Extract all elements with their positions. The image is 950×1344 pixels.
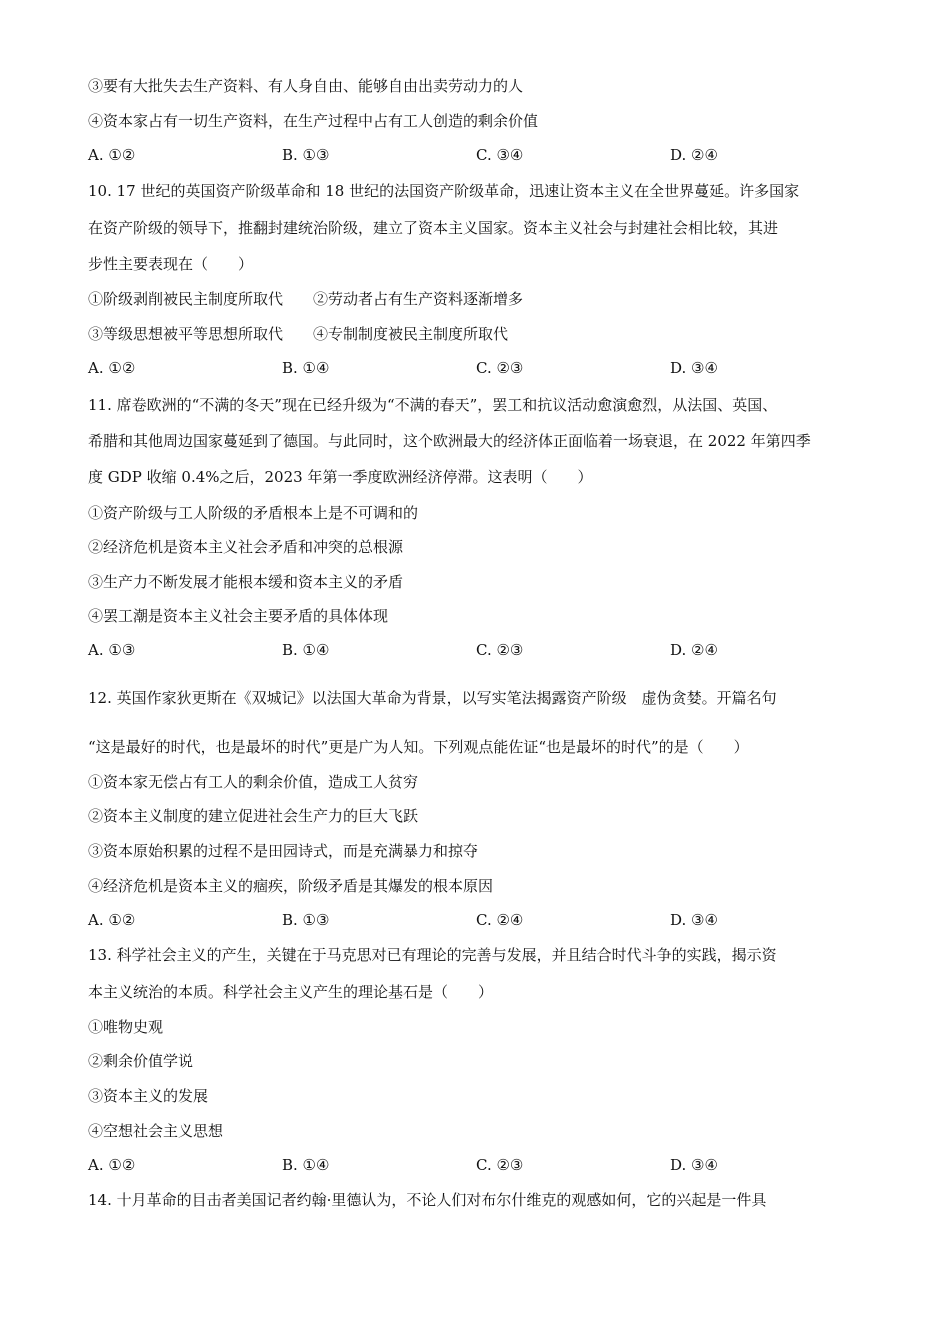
q9-option-a[interactable]: A. ①② [88,146,136,164]
q13-statement-1: ①唯物史观 [88,1018,164,1036]
q11-statement-1: ①资产阶级与工人阶级的矛盾根本上是不可调和的 [88,504,419,522]
q10-option-b[interactable]: B. ①④ [282,359,330,377]
q12-statement-3: ③资本原始积累的过程不是田园诗式，而是充满暴力和掠夺 [88,842,479,860]
q13-option-c[interactable]: C. ②③ [476,1156,524,1174]
q13-stem-line: 13. 科学社会主义的产生，关键在于马克思对已有理论的完善与发展，并且结合时代斗争的实践，揭示资 [88,946,777,964]
q12-option-a[interactable]: A. ①② [88,911,136,929]
q12-option-d[interactable]: D. ③④ [670,911,718,929]
q11-option-d[interactable]: D. ②④ [670,641,718,659]
q11-statement-2: ②经济危机是资本主义社会矛盾和冲突的总根源 [88,538,404,556]
q12-statement-4: ④经济危机是资本主义的痼疾，阶级矛盾是其爆发的根本原因 [88,877,494,895]
q11-option-a[interactable]: A. ①③ [88,641,136,659]
q11-statement-4: ④罢工潮是资本主义社会主要矛盾的具体体现 [88,607,389,625]
q12-options [88,910,848,930]
q10-statements-row-1: ①阶级剥削被民主制度所取代 ②劳动者占有生产资料逐渐增多 [88,290,524,308]
q11-option-c[interactable]: C. ②③ [476,641,524,659]
q13-option-a[interactable]: A. ①② [88,1156,136,1174]
q10-option-c[interactable]: C. ②③ [476,359,524,377]
q9-option-d[interactable]: D. ②④ [670,146,718,164]
q13-stem-line: 本主义统治的本质。科学社会主义产生的理论基石是（ ） [88,983,494,1001]
q13-statement-4: ④空想社会主义思想 [88,1122,224,1140]
q10-option-a[interactable]: A. ①② [88,359,136,377]
q13-statement-2: ②剩余价值学说 [88,1052,194,1070]
q11-stem-line: 希腊和其他周边国家蔓延到了德国。与此同时，这个欧洲最大的经济体正面临着一场衰退，在 2022 年第四季 [88,432,811,450]
q10-option-d[interactable]: D. ③④ [670,359,718,377]
q13-options [88,1155,848,1175]
q12-statement-1: ①资本家无偿占有工人的剩余价值，造成工人贫穷 [88,773,419,791]
q10-statements-row-2: ③等级思想被平等思想所取代 ④专制制度被民主制度所取代 [88,325,509,343]
q14-stem-line: 14. 十月革命的目击者美国记者约翰·里德认为，不论人们对布尔什维克的观感如何，它的兴起是一件具 [88,1191,767,1209]
q9-statement-4: ④资本家占有一切生产资料，在生产过程中占有工人创造的剩余价值 [88,112,539,130]
q9-statement-3: ③要有大批失去生产资料、有人身自由、能够自由出卖劳动力的人 [88,77,524,95]
q10-stem-line: 10. 17 世纪的英国资产阶级革命和 18 世纪的法国资产阶级革命，迅速让资本主义在全世界蔓延。许多国家 [88,182,800,200]
q10-stem-line: 在资产阶级的领导下，推翻封建统治阶级，建立了资本主义国家。资本主义社会与封建社会相比较，其进 [88,219,779,237]
q10-stem-line: 步性主要表现在（ ） [88,255,254,273]
q12-option-b[interactable]: B. ①③ [282,911,330,929]
q12-option-c[interactable]: C. ②④ [476,911,524,929]
q11-option-b[interactable]: B. ①④ [282,641,330,659]
q12-stem-line: “这是最好的时代，也是最坏的时代”更是广为人知。下列观点能佐证“也是最坏的时代”的是（ ） [88,738,749,756]
q12-stem-line: 12. 英国作家狄更斯在《双城记》以法国大革命为背景，以写实笔法揭露资产阶级 虚伪贪婪。开篇名句 [88,689,777,707]
q13-option-b[interactable]: B. ①④ [282,1156,330,1174]
q9-option-c[interactable]: C. ③④ [476,146,524,164]
q11-options [88,640,848,660]
q10-options [88,358,848,378]
q11-stem-line: 度 GDP 收缩 0.4%之后，2023 年第一季度欧洲经济停滞。这表明（ ） [88,468,593,486]
q13-statement-3: ③资本主义的发展 [88,1087,209,1105]
q11-stem-line: 11. 席卷欧洲的“不满的冬天”现在已经升级为“不满的春天”，罢工和抗议活动愈演愈烈，从法国、英国、 [88,396,778,414]
q11-statement-3: ③生产力不断发展才能根本缓和资本主义的矛盾 [88,573,404,591]
q13-option-d[interactable]: D. ③④ [670,1156,718,1174]
q9-options [88,145,848,165]
q9-option-b[interactable]: B. ①③ [282,146,330,164]
q12-statement-2: ②资本主义制度的建立促进社会生产力的巨大飞跃 [88,807,419,825]
